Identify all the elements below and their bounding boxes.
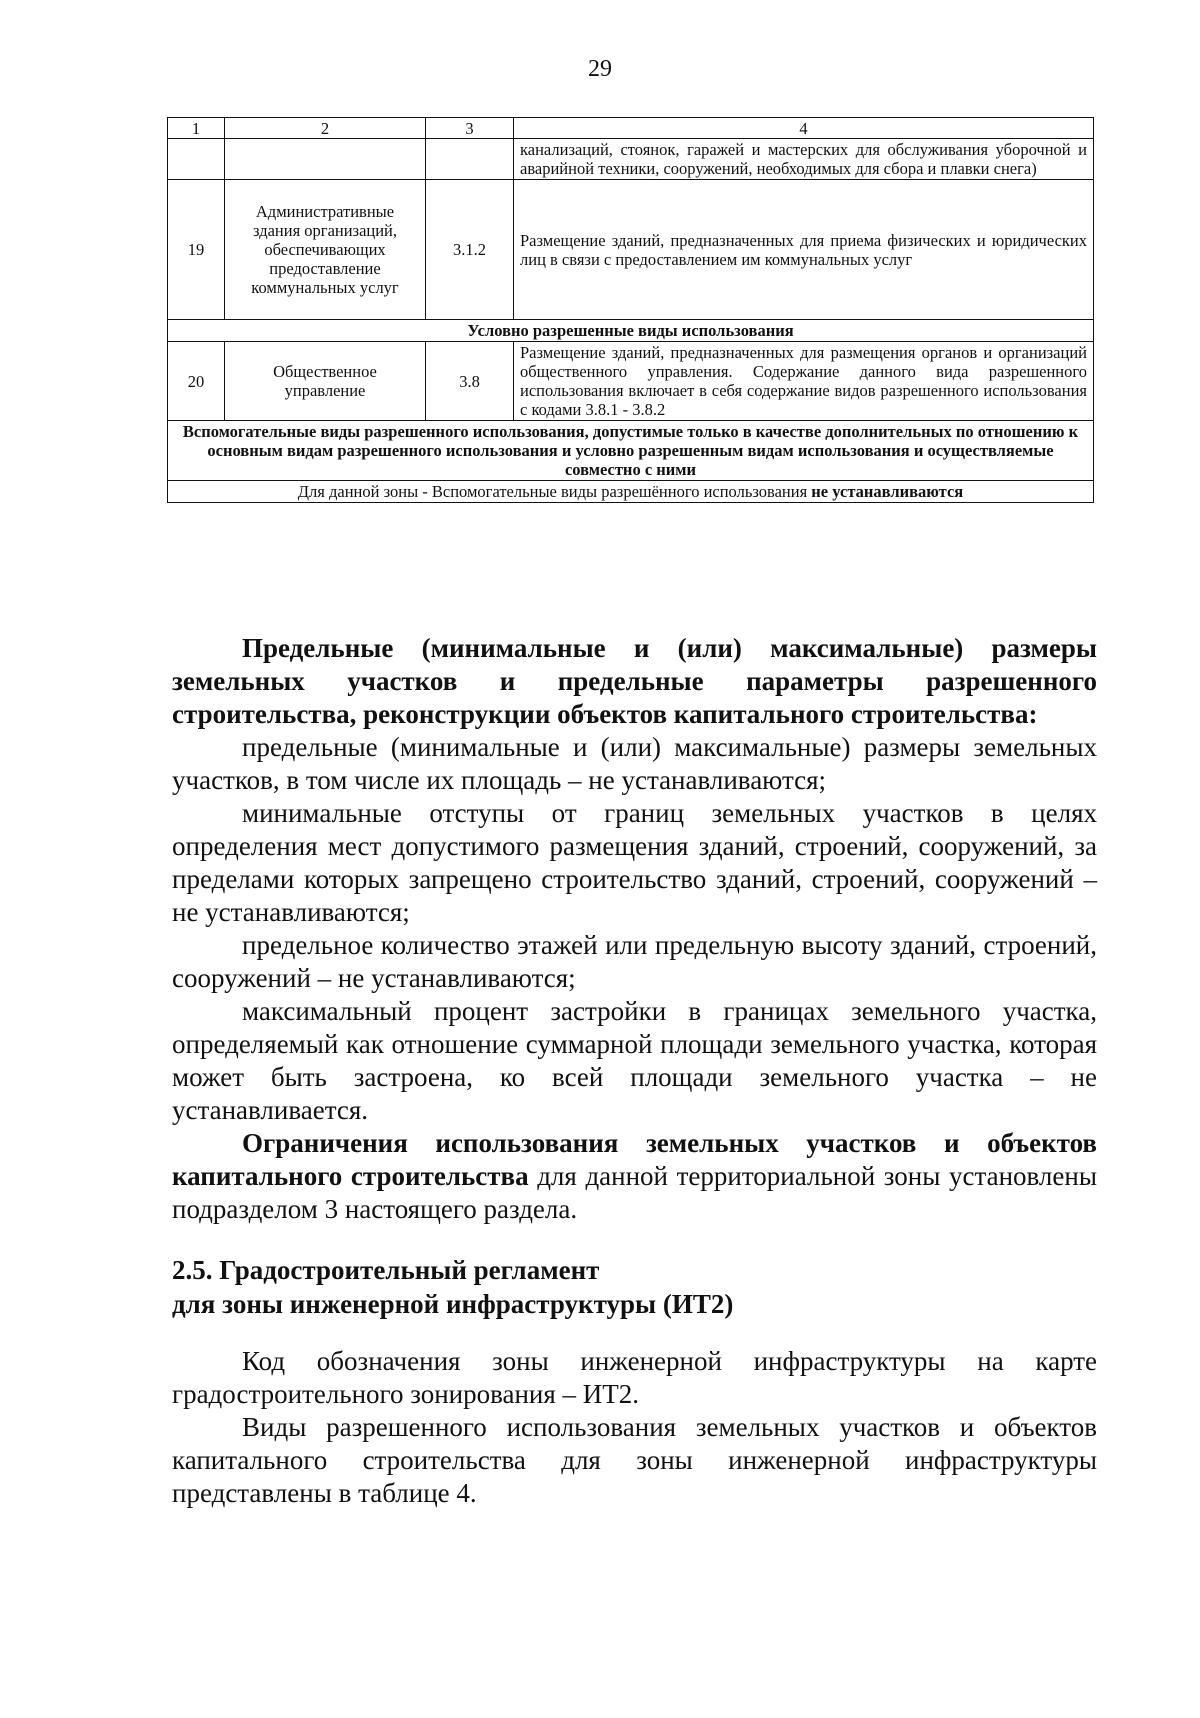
land-use-table	[167, 117, 1094, 503]
auxiliary-uses-note	[168, 481, 1094, 503]
section-title-line2: для зоны инженерной инфраструктуры (ИТ2)	[172, 1289, 734, 1319]
restrictions-bold: Ограничения использования земельных участков и объектов капитального строительства	[172, 1128, 1097, 1191]
header-col-4: 4	[514, 118, 1094, 139]
table-row	[168, 342, 1094, 421]
table-row	[168, 139, 1094, 180]
restrictions-text: для данной территориальной зоны установлены подразделом 3 настоящего раздела.	[172, 1161, 1097, 1224]
section-band-row	[168, 421, 1094, 481]
section-title-line1: 2.5. Градостроительный регламент	[172, 1255, 600, 1285]
conditional-uses-heading: Условно разрешенные виды использования	[168, 320, 1094, 342]
row-number: 20	[168, 342, 225, 421]
section-paragraph: Код обозначения зоны инженерной инфраструктуры на карте градостроительного зонирования – ИТ2.	[172, 1346, 1097, 1409]
row-name: Административные здания организаций, обеспечивающих предоставление коммунальных услуг	[225, 180, 426, 320]
row-name: Общественное управление	[225, 342, 426, 421]
row-description: Размещение зданий, предназначенных для приема физических и юридических лиц в связи с предоставлением им коммунальных услуг	[514, 180, 1094, 320]
table-row	[168, 180, 1094, 320]
page-number: 29	[588, 56, 612, 82]
row-description: Размещение зданий, предназначенных для размещения органов и организаций общественного управления. Содержание данного вида разрешенного использования включает в себя содержание видов разрешенного использования с кодами 3.8.1 - 3.8.2	[514, 342, 1094, 421]
limits-heading: Предельные (минимальные и (или) максимальные) размеры земельных участков и предельные параметры разрешенного строительства, реконструкции объектов капитального строительства:	[172, 633, 1097, 729]
section-band-row	[168, 320, 1094, 342]
restrictions-paragraph	[172, 1127, 1097, 1226]
row-code: 3.1.2	[426, 180, 514, 320]
limits-item: минимальные отступы от границ земельных участков в целях определения мест допустимого размещения зданий, строений, сооружений, за пределами которых запрещено строительство зданий, строений, сооружений – не устанавливаются;	[172, 798, 1097, 927]
table-header-row	[168, 118, 1094, 139]
row-code: 3.8	[426, 342, 514, 421]
header-col-1: 1	[168, 118, 225, 139]
row-number: 19	[168, 180, 225, 320]
section-band-row	[168, 481, 1094, 503]
auxiliary-uses-heading: Вспомогательные виды разрешенного использования, допустимые только в качестве дополнительных по отношению к основным видам разрешенного использования и условно разрешенным видам использования и осуществляемые совместно с ними	[168, 421, 1094, 481]
limits-item: предельное количество этажей или предельную высоту зданий, строений, сооружений – не устанавливаются;	[172, 930, 1097, 993]
limits-item: максимальный процент застройки в границах земельного участка, определяемый как отношение суммарной площади земельного участка, которая может быть застроена, ко всей площади земельного участка – не устанавливается.	[172, 996, 1097, 1125]
auxiliary-note-text: Для данной зоны - Вспомогательные виды разрешённого использования	[297, 482, 812, 501]
section-paragraph: Виды разрешенного использования земельных участков и объектов капитального строительства для зоны инженерной инфраструктуры представлены в таблице 4.	[172, 1412, 1097, 1508]
limits-block	[172, 632, 1097, 1226]
row-description: канализаций, стоянок, гаражей и мастерских для обслуживания уборочной и аварийной техники, сооружений, необходимых для сбора и плавки снега)	[514, 139, 1094, 180]
limits-item: предельные (минимальные и (или) максимальные) размеры земельных участков, в том числе их площадь – не устанавливаются;	[172, 732, 1097, 795]
auxiliary-note-bold: не устанавливаются	[811, 482, 964, 501]
header-col-3: 3	[426, 118, 514, 139]
header-col-2: 2	[225, 118, 426, 139]
section-block	[172, 1253, 1097, 1510]
